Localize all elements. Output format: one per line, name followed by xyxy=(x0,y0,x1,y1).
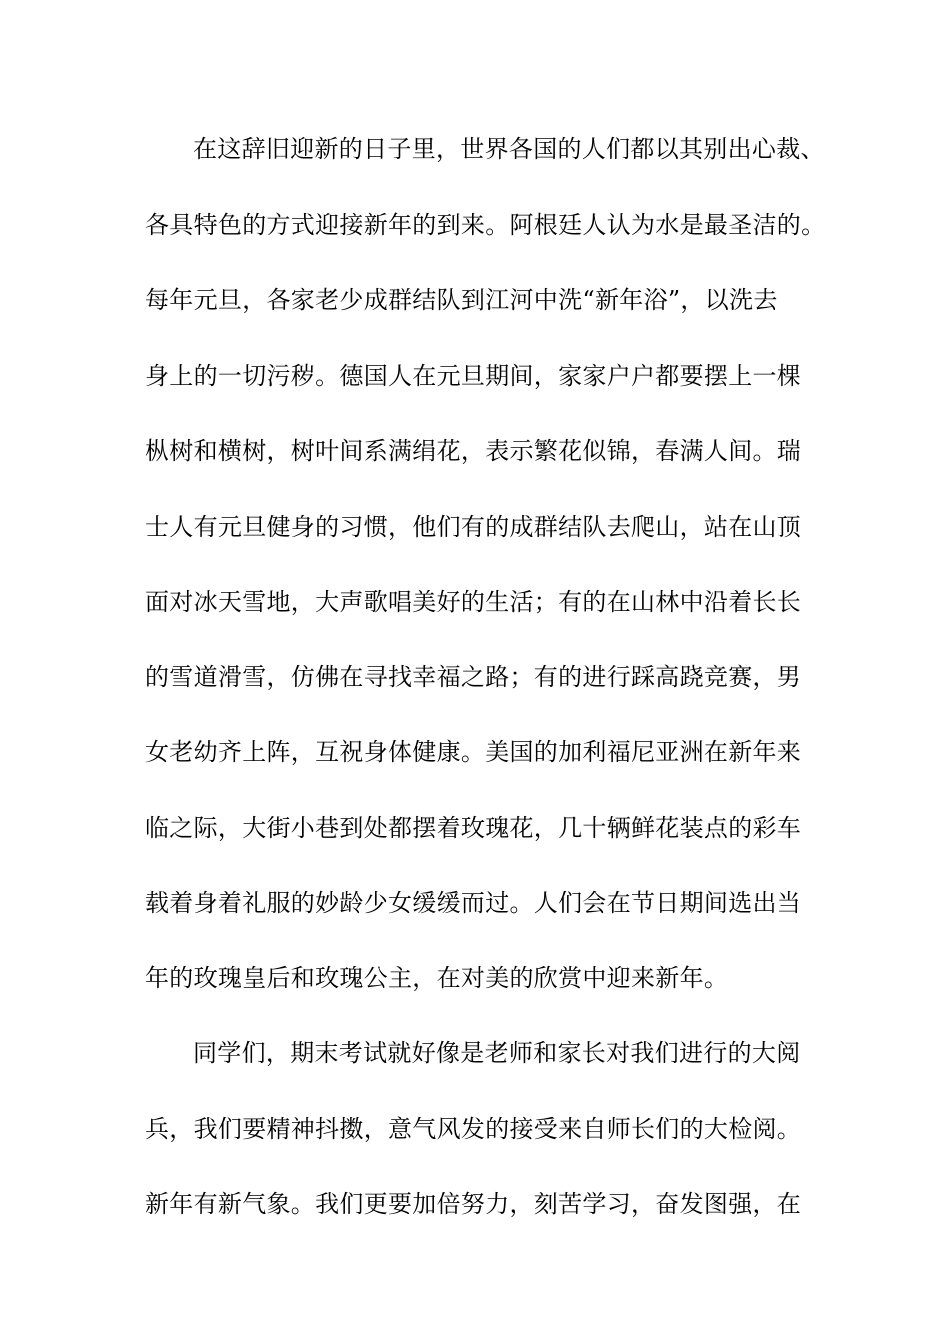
paragraph-2-line-2: 兵，我们要精神抖擞，意气风发的接受来自师长们的大检阅。 xyxy=(145,1115,802,1143)
paragraph-1-line-9: 女老幼齐上阵，互祝身体健康。美国的加利福尼亚洲在新年来 xyxy=(145,738,802,766)
paragraph-1-line-12: 年的玫瑰皇后和玫瑰公主，在对美的欣赏中迎来新年。 xyxy=(145,964,729,992)
paragraph-1-line-11: 载着身着礼服的妙龄少女缓缓而过。人们会在节日期间选出当 xyxy=(145,889,802,917)
paragraph-2-line-3: 新年有新气象。我们更要加倍努力，刻苦学习，奋发图强，在 xyxy=(145,1190,802,1218)
paragraph-1-line-8: 的雪道滑雪，仿佛在寻找幸福之路；有的进行踩高跷竞赛，男 xyxy=(145,663,802,691)
paragraph-1-line-4: 身上的一切污秽。德国人在元旦期间，家家户户都要摆上一棵 xyxy=(145,362,802,390)
paragraph-1-line-10: 临之际，大街小巷到处都摆着玫瑰花，几十辆鲜花装点的彩车 xyxy=(145,814,802,842)
paragraph-1-line-7: 面对冰天雪地，大声歌唱美好的生活；有的在山林中沿着长长 xyxy=(145,588,802,616)
paragraph-2-line-1: 同学们，期末考试就好像是老师和家长对我们进行的大阅 xyxy=(193,1039,801,1067)
paragraph-1-line-2: 各具特色的方式迎接新年的到来。阿根廷人认为水是最圣洁的。 xyxy=(145,211,826,239)
paragraph-1-line-3: 每年元旦，各家老少成群结队到江河中洗“新年浴”，以洗去 xyxy=(145,286,778,314)
paragraph-1-line-6: 士人有元旦健身的习惯，他们有的成群结队去爬山，站在山顶 xyxy=(145,513,802,541)
paragraph-1-line-1: 在这辞旧迎新的日子里，世界各国的人们都以其别出心裁、 xyxy=(193,135,825,163)
paragraph-1-line-5: 枞树和横树，树叶间系满绢花，表示繁花似锦，春满人间。瑞 xyxy=(145,437,802,465)
